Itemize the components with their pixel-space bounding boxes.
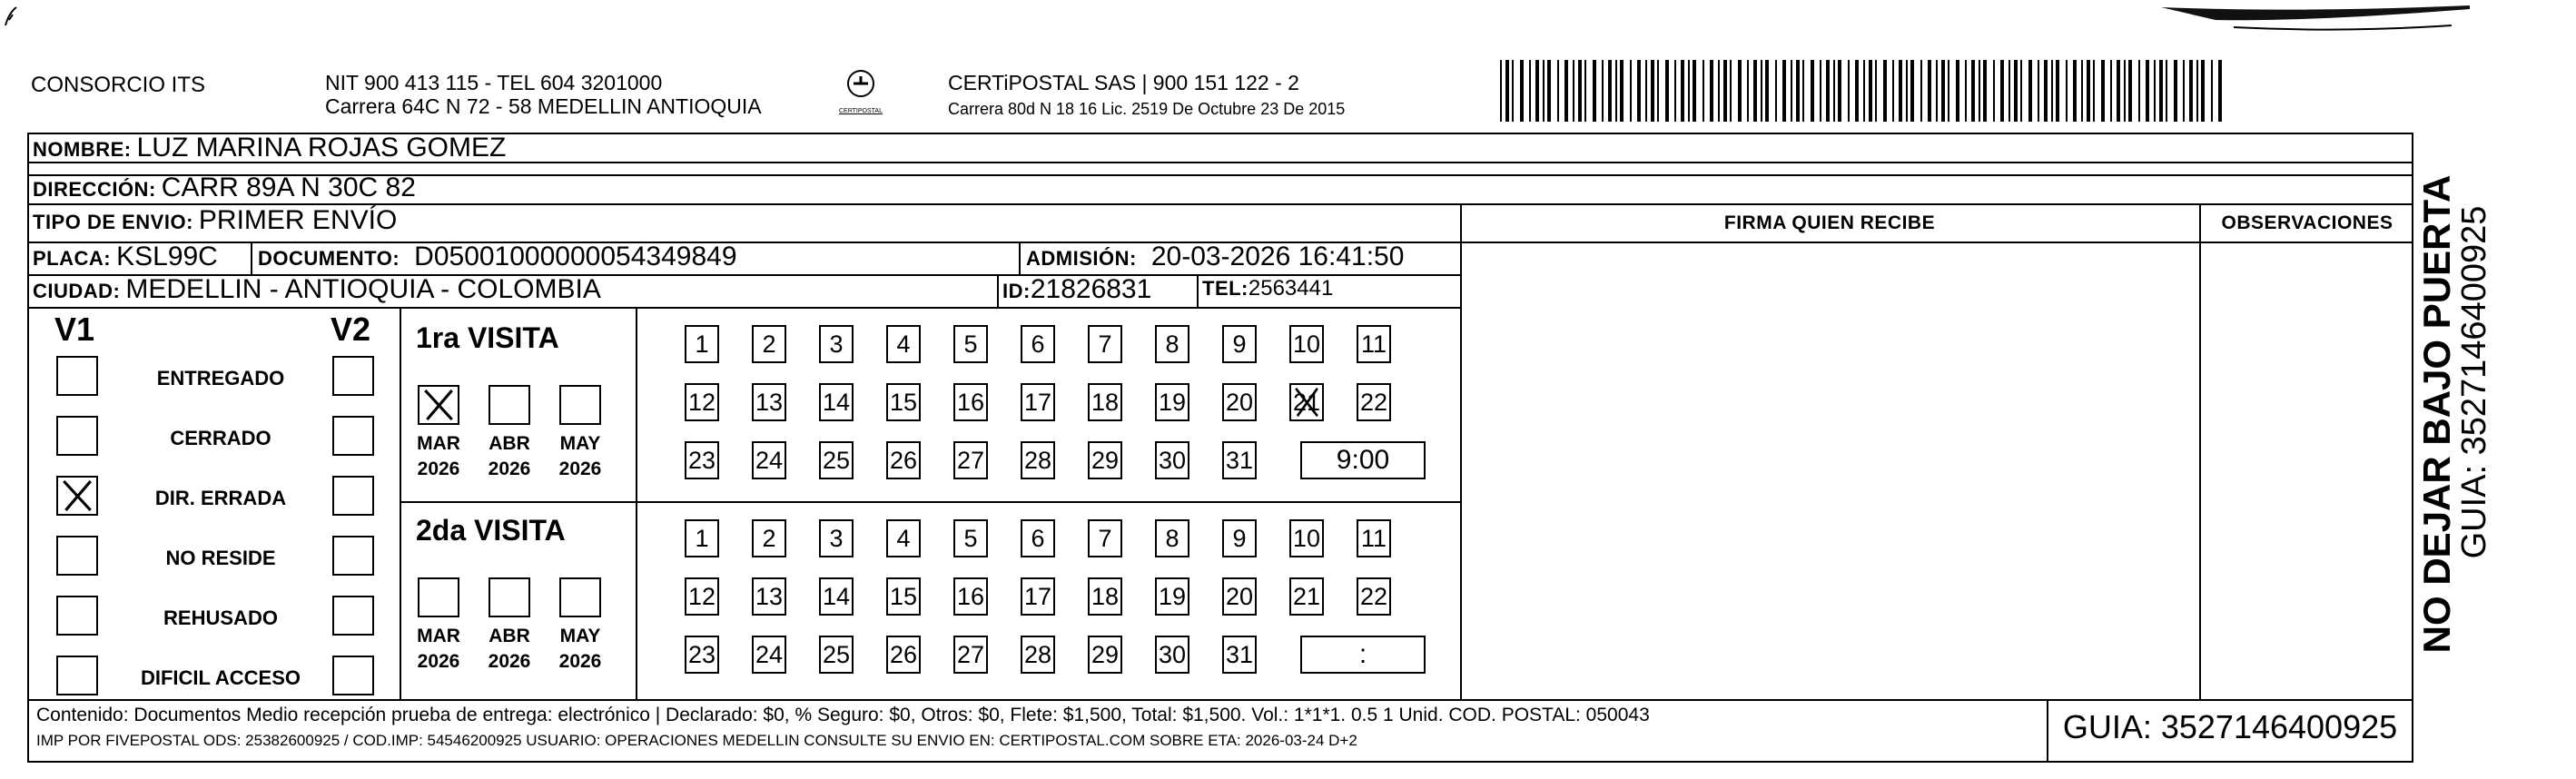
- day-box[interactable]: 18: [1088, 383, 1122, 421]
- barcode-bar: [1564, 60, 1568, 122]
- month-label: MAR: [417, 433, 460, 454]
- check-mark-icon: [419, 387, 458, 423]
- barcode-bar: [2087, 60, 2090, 122]
- barcode-bar: [1802, 60, 1804, 122]
- day-box[interactable]: 14: [819, 577, 854, 616]
- status-label: DIR. ERRADA: [154, 487, 287, 509]
- barcode-bar: [1710, 60, 1713, 122]
- barcode-bar: [1979, 60, 1980, 122]
- day-box[interactable]: 12: [685, 383, 719, 421]
- direccion-label: DIRECCIÓN:: [33, 178, 156, 201]
- barcode-bar: [2093, 60, 2095, 122]
- year-label: 2026: [488, 651, 531, 672]
- barcode-bar: [1602, 60, 1604, 122]
- tel-row: [1202, 276, 1333, 301]
- barcode-bar: [1645, 60, 1647, 122]
- day-box[interactable]: 15: [886, 577, 921, 616]
- barcode-bar: [1765, 60, 1769, 122]
- tipo-row: [33, 205, 397, 236]
- footer-guia: GUIA: 3527146400925: [2062, 708, 2398, 745]
- admision-value: 20-03-2026 16:41:50: [1150, 242, 1405, 271]
- placa-label: PLACA:: [33, 247, 112, 270]
- day-box[interactable]: 29: [1088, 636, 1122, 674]
- day-box[interactable]: 24: [752, 636, 786, 674]
- barcode-bar: [1738, 60, 1742, 122]
- barcode-bar: [2154, 60, 2156, 122]
- id-label: ID:: [1002, 280, 1031, 302]
- day-box[interactable]: 2: [752, 325, 786, 363]
- barcode-bar: [1730, 60, 1732, 122]
- barcode: [1500, 60, 2226, 122]
- day-box[interactable]: 11: [1357, 325, 1391, 363]
- barcode-bar: [1573, 60, 1574, 122]
- month-label: MAY: [559, 626, 601, 646]
- company-name: CONSORCIO ITS: [31, 73, 206, 97]
- status-label: CERRADO: [170, 427, 271, 449]
- barcode-bar: [1993, 60, 1995, 122]
- v1-checkbox[interactable]: [56, 476, 98, 516]
- footer-line-1: Contenido: Documentos Medio recepción prueba de entrega: electrónico | Declarado: $0, % Seguro: $0, Otros: $0, Flete: $1,500, Total: $1,500. Vol.: 1*1*1. 0.5 1 Unid. COD. POSTAL: 050043: [36, 705, 1650, 725]
- barcode-bar: [1848, 60, 1850, 122]
- barcode-bar: [1920, 60, 1922, 122]
- day-box[interactable]: 22: [1357, 577, 1391, 616]
- barcode-bar: [1791, 60, 1792, 122]
- barcode-bar: [2101, 60, 2105, 122]
- guia-vertical: GUIA: 3527146400925: [2455, 205, 2493, 559]
- v1-checkbox[interactable]: [56, 416, 98, 456]
- month-checkbox-may[interactable]: [559, 385, 601, 425]
- barcode-bar: [1936, 60, 1938, 122]
- documento-value: D05001000000054349849: [414, 242, 737, 271]
- id-row: [1002, 274, 1151, 305]
- barcode-bar: [2117, 60, 2120, 122]
- day-box[interactable]: 19: [1155, 383, 1189, 421]
- barcode-bar: [1578, 60, 1582, 122]
- v2-checkbox[interactable]: [332, 476, 374, 516]
- warning-vertical: NO DEJAR BAJO PUERTA: [2415, 174, 2458, 654]
- barcode-bar: [1863, 60, 1865, 122]
- barcode-bar: [2124, 60, 2126, 122]
- barcode-bar: [1693, 60, 1696, 122]
- time-box[interactable]: :: [1300, 636, 1426, 674]
- barcode-bar: [2110, 60, 2112, 122]
- day-box[interactable]: [1289, 383, 1324, 421]
- certipostal-logo-icon: [834, 67, 888, 104]
- barcode-bar: [2138, 60, 2140, 122]
- day-box[interactable]: 7: [1088, 325, 1122, 363]
- barcode-bar: [1688, 60, 1690, 122]
- nombre-row: [33, 133, 506, 163]
- barcode-bar: [1753, 60, 1757, 122]
- v2-checkbox[interactable]: [332, 596, 374, 636]
- day-box[interactable]: 28: [1021, 441, 1055, 479]
- tel-label: TEL:: [1202, 277, 1249, 300]
- day-box[interactable]: 16: [953, 577, 988, 616]
- day-box[interactable]: 5: [953, 325, 988, 363]
- day-box[interactable]: 2: [752, 519, 786, 557]
- day-box[interactable]: 9: [1222, 325, 1257, 363]
- barcode-bar: [2211, 60, 2213, 122]
- barcode-bar: [2073, 60, 2077, 122]
- day-box[interactable]: 19: [1155, 577, 1189, 616]
- barcode-bar: [1983, 60, 1987, 122]
- barcode-bar: [2051, 60, 2053, 122]
- barcode-bar: [1910, 60, 1914, 122]
- documento-row: [258, 242, 737, 272]
- barcode-bar: [1775, 60, 1777, 122]
- check-mark-icon: [58, 478, 96, 514]
- barcode-bar: [1855, 60, 1859, 122]
- barcode-bar: [1883, 60, 1887, 122]
- year-label: 2026: [417, 651, 460, 672]
- observaciones-label: OBSERVACIONES: [2221, 212, 2393, 233]
- barcode-bar: [1543, 60, 1545, 122]
- month-label: MAR: [417, 626, 460, 646]
- day-box[interactable]: 10: [1289, 519, 1324, 557]
- courier-name: CERTiPOSTAL SAS | 900 151 122 - 2: [948, 71, 1299, 94]
- barcode-bar: [1547, 60, 1551, 122]
- day-box[interactable]: 26: [886, 441, 921, 479]
- barcode-bar: [2056, 60, 2059, 122]
- barcode-bar: [1620, 60, 1624, 122]
- day-box[interactable]: 13: [752, 577, 786, 616]
- documento-label: DOCUMENTO:: [258, 247, 400, 270]
- year-label: 2026: [488, 459, 531, 479]
- day-box[interactable]: 13: [752, 383, 786, 421]
- day-box[interactable]: 25: [819, 441, 854, 479]
- scan-smudge-topright: [2161, 0, 2488, 36]
- barcode-bar: [1608, 60, 1612, 122]
- day-box[interactable]: 9: [1222, 519, 1257, 557]
- status-label: DIFICIL ACCESO: [140, 666, 301, 689]
- tel-value: 2563441: [1248, 276, 1334, 301]
- day-box[interactable]: 14: [819, 383, 854, 421]
- status-label: NO RESIDE: [165, 547, 276, 569]
- tipo-label: TIPO DE ENVIO:: [33, 211, 193, 233]
- barcode-bar: [1796, 60, 1800, 122]
- day-box[interactable]: 18: [1088, 577, 1122, 616]
- barcode-bar: [2014, 60, 2018, 122]
- barcode-bar: [1899, 60, 1902, 122]
- barcode-bar: [1593, 60, 1596, 122]
- placa-row: [33, 242, 218, 272]
- day-box[interactable]: 12: [685, 577, 719, 616]
- barcode-bar: [1761, 60, 1762, 122]
- barcode-bar: [1584, 60, 1586, 122]
- barcode-bar: [2196, 60, 2198, 122]
- barcode-bar: [1723, 60, 1727, 122]
- barcode-bar: [2128, 60, 2132, 122]
- placa-value: KSL99C: [116, 242, 218, 271]
- day-box[interactable]: 1: [685, 519, 719, 557]
- barcode-bar: [1906, 60, 1908, 122]
- day-box[interactable]: 3: [819, 519, 854, 557]
- v2-checkbox[interactable]: [332, 356, 374, 396]
- barcode-bar: [2000, 60, 2004, 122]
- direccion-row: [33, 173, 416, 203]
- barcode-bar: [1665, 60, 1669, 122]
- barcode-bar: [1833, 60, 1835, 122]
- day-box[interactable]: 27: [953, 636, 988, 674]
- barcode-bar: [2189, 60, 2193, 122]
- day-box[interactable]: 4: [886, 519, 921, 557]
- day-box[interactable]: 3: [819, 325, 854, 363]
- barcode-bar: [1875, 60, 1877, 122]
- v1-checkbox[interactable]: [56, 356, 98, 396]
- nombre-label: NOMBRE:: [33, 138, 132, 161]
- barcode-bar: [2159, 60, 2163, 122]
- day-number: 21: [1292, 389, 1321, 416]
- day-box[interactable]: 22: [1357, 383, 1391, 421]
- barcode-bar: [1747, 60, 1749, 122]
- day-box[interactable]: 5: [953, 519, 988, 557]
- barcode-bar: [1674, 60, 1676, 122]
- courier-address: Carrera 80d N 18 16 Lic. 2519 De Octubre 23 De 2015: [948, 100, 1346, 118]
- day-box[interactable]: 31: [1222, 441, 1257, 479]
- day-box[interactable]: 21: [1289, 577, 1324, 616]
- id-value: 21826831: [1030, 274, 1152, 304]
- barcode-bar: [1500, 60, 1502, 122]
- barcode-bar: [1630, 60, 1632, 122]
- day-box[interactable]: 6: [1021, 519, 1055, 557]
- month-label: MAY: [559, 433, 601, 454]
- admision-row: [1026, 242, 1404, 272]
- barcode-bar: [1681, 60, 1684, 122]
- day-box[interactable]: 20: [1222, 577, 1257, 616]
- v2-checkbox[interactable]: [332, 656, 374, 695]
- company-address: Carrera 64C N 72 - 58 MEDELLIN ANTIOQUIA: [325, 94, 762, 118]
- barcode-bar: [2044, 60, 2048, 122]
- day-box[interactable]: 16: [953, 383, 988, 421]
- direccion-value: CARR 89A N 30C 82: [161, 173, 416, 202]
- barcode-bar: [1512, 60, 1514, 122]
- barcode-bar: [1505, 60, 1509, 122]
- first-visit-title: 1ra VISITA: [416, 321, 559, 354]
- day-box[interactable]: 4: [886, 325, 921, 363]
- barcode-bar: [1651, 60, 1654, 122]
- year-label: 2026: [558, 651, 602, 672]
- time-box[interactable]: 9:00: [1300, 441, 1426, 479]
- barcode-bar: [2020, 60, 2022, 122]
- day-box[interactable]: 17: [1021, 383, 1055, 421]
- ciudad-label: CIUDAD:: [33, 280, 121, 302]
- ciudad-value: MEDELLIN - ANTIOQUIA - COLOMBIA: [125, 274, 601, 304]
- month-label: ABR: [489, 433, 530, 454]
- barcode-bar: [2166, 60, 2167, 122]
- day-box[interactable]: 23: [685, 441, 719, 479]
- status-label: REHUSADO: [163, 606, 278, 629]
- day-box[interactable]: 8: [1155, 325, 1189, 363]
- barcode-bar: [1529, 60, 1531, 122]
- barcode-bar: [1965, 60, 1967, 122]
- ciudad-row: [33, 274, 601, 305]
- barcode-bar: [1535, 60, 1539, 122]
- barcode-bar: [1820, 60, 1821, 122]
- barcode-bar: [1838, 60, 1841, 122]
- barcode-bar: [2218, 60, 2222, 122]
- day-box[interactable]: 25: [819, 636, 854, 674]
- barcode-bar: [1657, 60, 1659, 122]
- v1-checkbox[interactable]: [56, 656, 98, 695]
- barcode-bar: [2201, 60, 2205, 122]
- barcode-bar: [2028, 60, 2032, 122]
- admision-label: ADMISIÓN:: [1026, 247, 1137, 270]
- day-box[interactable]: 6: [1021, 325, 1055, 363]
- barcode-bar: [2066, 60, 2068, 122]
- side-text: [2415, 160, 2497, 668]
- firma-label: FIRMA QUIEN RECIBE: [1723, 212, 1936, 233]
- company-nit: NIT 900 413 115 - TEL 604 3201000: [325, 71, 663, 94]
- day-box[interactable]: 28: [1021, 636, 1055, 674]
- day-box[interactable]: 30: [1155, 636, 1189, 674]
- day-box[interactable]: 7: [1088, 519, 1122, 557]
- day-box[interactable]: 1: [685, 325, 719, 363]
- nombre-value: LUZ MARINA ROJAS GOMEZ: [136, 133, 507, 163]
- barcode-bar: [1971, 60, 1975, 122]
- day-box[interactable]: 10: [1289, 325, 1324, 363]
- barcode-bar: [2183, 60, 2185, 122]
- certipostal-logo: [834, 67, 888, 122]
- second-visit-title: 2da VISITA: [416, 514, 566, 547]
- day-box[interactable]: 8: [1155, 519, 1189, 557]
- barcode-bar: [1520, 60, 1524, 122]
- v2-checkbox[interactable]: [332, 416, 374, 456]
- status-label: ENTREGADO: [156, 367, 285, 390]
- month-checkbox-may[interactable]: [559, 577, 601, 617]
- year-label: 2026: [558, 459, 602, 479]
- tipo-value: PRIMER ENVÍO: [198, 205, 398, 235]
- barcode-bar: [1811, 60, 1814, 122]
- scan-mark-topleft: [0, 0, 36, 36]
- day-box[interactable]: 24: [752, 441, 786, 479]
- month-checkbox-mar[interactable]: [418, 577, 459, 617]
- day-box[interactable]: 20: [1222, 383, 1257, 421]
- day-box[interactable]: 11: [1357, 519, 1391, 557]
- barcode-bar: [2081, 60, 2083, 122]
- barcode-bar: [1956, 60, 1959, 122]
- barcode-bar: [1782, 60, 1786, 122]
- footer-line-2: IMP POR FIVEPOSTAL ODS: 25382600925 / COD.IMP: 54546200925 USUARIO: OPERACIONES MEDELLIN CONSULTE SU ENVIO EN: CERTIPOSTAL.COM SOBRE ETA: 2026-03-24 D+2: [36, 732, 1357, 749]
- barcode-bar: [1892, 60, 1894, 122]
- barcode-bar: [1826, 60, 1830, 122]
- v2-checkbox[interactable]: [332, 536, 374, 576]
- day-box[interactable]: 29: [1088, 441, 1122, 479]
- day-box[interactable]: 23: [685, 636, 719, 674]
- barcode-bar: [1637, 60, 1641, 122]
- barcode-bar: [1718, 60, 1720, 122]
- month-checkbox-abr[interactable]: [489, 577, 530, 617]
- v1-checkbox[interactable]: [56, 596, 98, 636]
- barcode-bar: [2008, 60, 2010, 122]
- year-label: 2026: [417, 459, 460, 479]
- barcode-bar: [1557, 60, 1559, 122]
- v1-label: V1: [54, 311, 95, 348]
- barcode-bar: [1948, 60, 1949, 122]
- barcode-bar: [1615, 60, 1617, 122]
- day-box[interactable]: 27: [953, 441, 988, 479]
- month-checkbox-abr[interactable]: [489, 385, 530, 425]
- day-box[interactable]: 30: [1155, 441, 1189, 479]
- v2-label: V2: [331, 311, 371, 348]
- month-checkbox-mar[interactable]: [418, 385, 459, 425]
- day-box[interactable]: 31: [1222, 636, 1257, 674]
- day-box[interactable]: 15: [886, 383, 921, 421]
- barcode-bar: [2174, 60, 2177, 122]
- barcode-bar: [1703, 60, 1704, 122]
- barcode-bar: [1928, 60, 1931, 122]
- barcode-bar: [1941, 60, 1945, 122]
- barcode-bar: [2038, 60, 2039, 122]
- barcode-bar: [1869, 60, 1872, 122]
- v1-checkbox[interactable]: [56, 536, 98, 576]
- barcode-bar: [2146, 60, 2149, 122]
- day-box[interactable]: 17: [1021, 577, 1055, 616]
- month-label: ABR: [489, 626, 530, 646]
- logo-caption: CERTIPOSTAL: [839, 108, 883, 114]
- day-box[interactable]: 26: [886, 636, 921, 674]
